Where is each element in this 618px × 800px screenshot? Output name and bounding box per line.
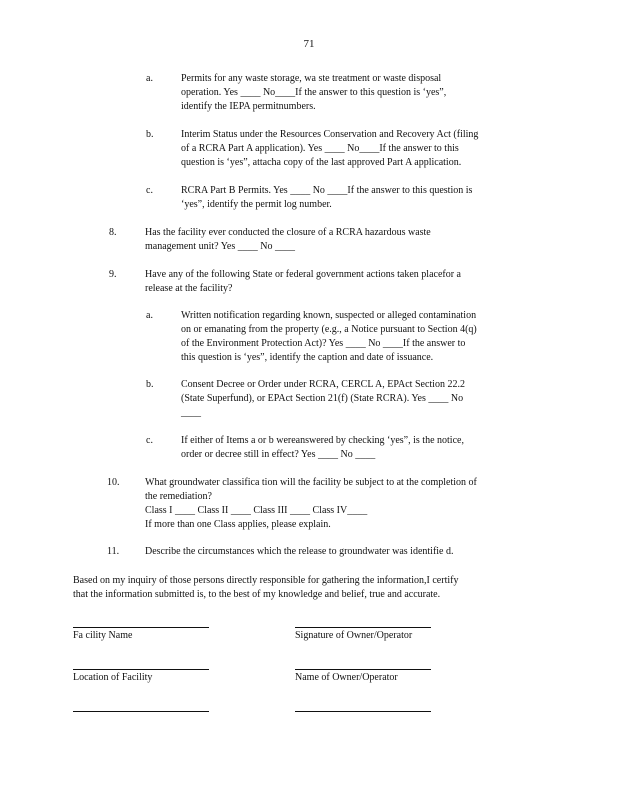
item-7a-line: operation. Yes ____ No____If the answer to this question is ‘yes”, xyxy=(181,87,447,98)
item-9b-text xyxy=(181,378,465,420)
item-7c-text xyxy=(181,184,472,212)
item-7a-line: Permits for any waste storage, wa ste treatment or waste disposal xyxy=(181,73,442,84)
location-line[interactable] xyxy=(73,669,209,670)
question-9-text xyxy=(145,268,461,296)
certification-line: Based on my inquiry of those persons directly responsible for gathering the information,I certify xyxy=(73,575,459,586)
item-9a-text xyxy=(181,309,477,365)
item-7b-line: Interim Status under the Resources Conservation and Recovery Act (filing xyxy=(181,129,479,140)
item-9c-line: order or decree still in effect? Yes ____ No ____ xyxy=(181,449,376,460)
item-9c-label: c. xyxy=(146,435,153,446)
signature-owner-label: Signature of Owner/Operator xyxy=(295,630,413,641)
blank-line-right[interactable] xyxy=(295,711,431,712)
facility-name-line[interactable] xyxy=(73,627,209,628)
item-7b-label: b. xyxy=(146,129,154,140)
owner-name-label: Name of Owner/Operator xyxy=(295,672,398,683)
question-10-line: the remediation? xyxy=(145,491,212,502)
item-7b-line: question is ‘yes”, attacha copy of the last approved Part A application. xyxy=(181,157,462,168)
item-7c-label: c. xyxy=(146,185,153,196)
item-9b-line: Consent Decree or Order under RCRA, CERCL A, EPAct Section 22.2 xyxy=(181,379,465,390)
item-7b-line: of a RCRA Part A application). Yes ____ No____If the answer to this xyxy=(181,143,459,154)
question-10-line: If more than one Class applies, please explain. xyxy=(145,519,331,530)
item-9c-line: If either of Items a or b wereanswered by checking ‘yes”, is the notice, xyxy=(181,435,464,446)
question-8-label: 8. xyxy=(109,227,117,238)
item-9a-line: Written notification regarding known, suspected or alleged contamination xyxy=(181,310,477,321)
location-label: Location of Facility xyxy=(73,672,153,683)
question-10-line: What groundwater classifica tion will the facility be subject to at the completion of xyxy=(145,477,477,488)
question-8-line: management unit? Yes ____ No ____ xyxy=(145,241,295,252)
question-11-label: 11. xyxy=(107,546,120,557)
owner-name-line[interactable] xyxy=(295,669,431,670)
facility-name-label: Fa cility Name xyxy=(73,630,133,641)
item-9a-label: a. xyxy=(146,310,153,321)
item-7a-label: a. xyxy=(146,73,153,84)
item-7c-line: RCRA Part B Permits. Yes ____ No ____If the answer to this question is xyxy=(181,185,473,196)
item-9b-line: ____ xyxy=(181,407,201,418)
page-number: 71 xyxy=(303,38,315,50)
question-9-label: 9. xyxy=(109,269,117,280)
item-9b-line: (State Superfund), or EPAct Section 21(f) (State RCRA). Yes ____ No xyxy=(181,393,464,404)
certification-statement xyxy=(73,574,458,602)
item-9b-label: b. xyxy=(146,379,154,390)
question-10-label: 10. xyxy=(107,477,120,488)
item-9c-text xyxy=(181,434,464,462)
item-7b-text xyxy=(181,128,478,170)
item-7a-text xyxy=(181,72,446,114)
question-9-line: Have any of the following State or federal government actions taken placefor a xyxy=(145,269,461,280)
blank-line-left[interactable] xyxy=(73,711,209,712)
item-7c-line: ‘yes”, identify the permit log number. xyxy=(181,199,332,210)
certification-line: that the information submitted is, to the best of my knowledge and belief, true and accurate. xyxy=(73,589,441,600)
question-8-line: Has the facility ever conducted the closure of a RCRA hazardous waste xyxy=(145,227,431,238)
item-9a-line: of the Environment Protection Act)? Yes ____ No ____If the answer to xyxy=(181,338,466,349)
item-7a-line: identify the IEPA permitnumbers. xyxy=(181,101,316,112)
question-10-line: Class I ____ Class II ____ Class III ____ Class IV____ xyxy=(145,505,368,516)
question-8-text xyxy=(145,226,431,254)
question-11-line: Describe the circumstances which the release to groundwater was identifie d. xyxy=(145,546,454,557)
question-10-text xyxy=(145,476,477,532)
question-9-line: release at the facility? xyxy=(145,283,233,294)
signature-line[interactable] xyxy=(295,627,431,628)
question-11-text xyxy=(145,545,454,559)
item-9a-line: on or emanating from the property (e.g., a Notice pursuant to Section 4(q) xyxy=(181,324,477,335)
item-9a-line: this question is ‘yes”, identify the caption and date of issuance. xyxy=(181,352,434,363)
